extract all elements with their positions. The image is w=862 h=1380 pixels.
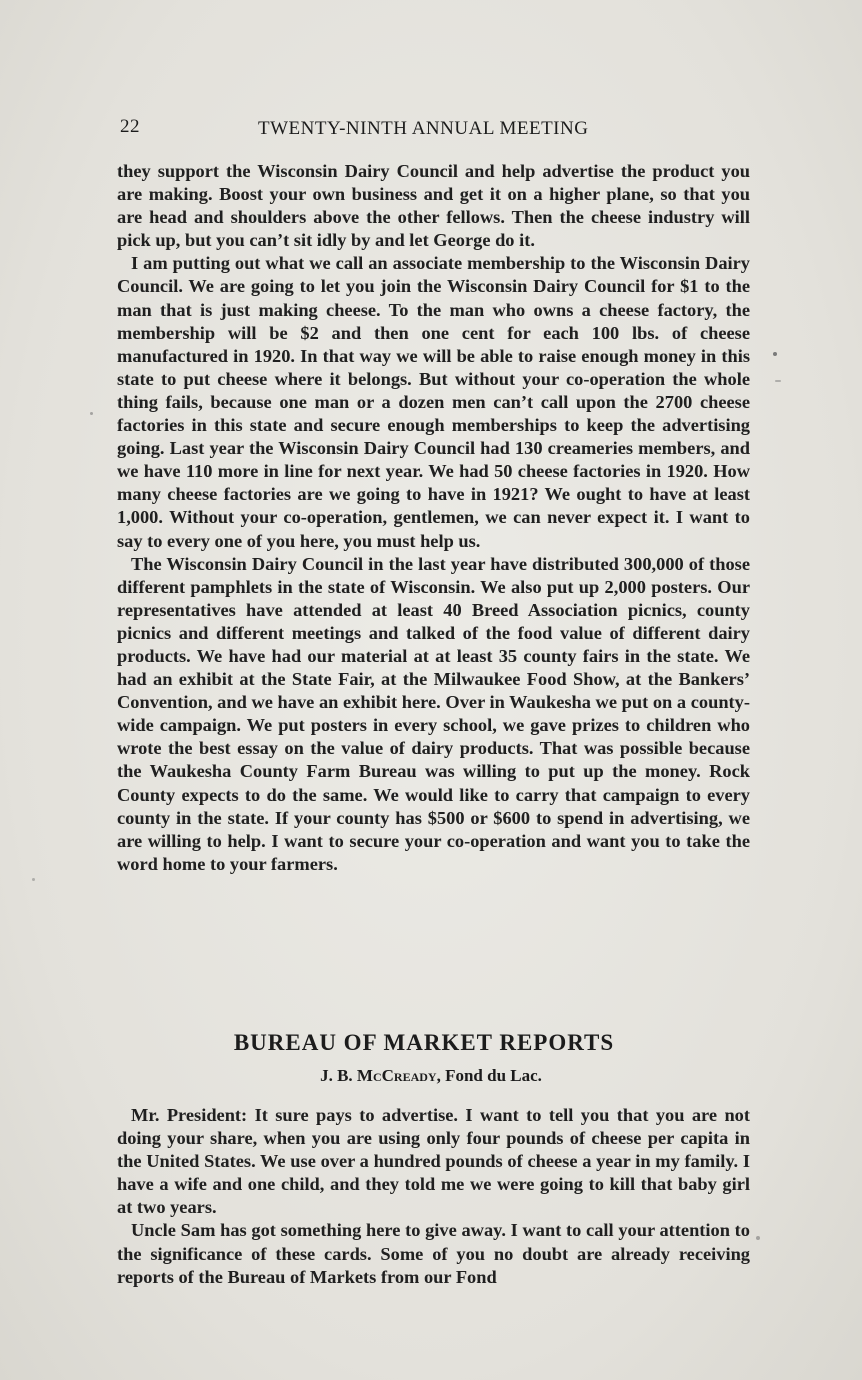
- author-surname: McCready: [356, 1066, 437, 1085]
- scan-speck: [775, 380, 781, 382]
- author-initials: J. B.: [320, 1066, 353, 1085]
- top-text-block: [117, 160, 750, 876]
- bottom-text-block: [117, 1104, 750, 1289]
- running-title: TWENTY-NINTH ANNUAL MEETING: [258, 118, 589, 139]
- scan-speck: [32, 878, 35, 881]
- paragraph: they support the Wisconsin Dairy Council and help advertise the product you are making. Boost your own business and get it on a higher plane, so that you are head and shoulders above the other fellows. Then the cheese industry will pick up, but you can’t sit idly by and let George do it.: [117, 161, 750, 251]
- page-header: [120, 116, 620, 142]
- scan-speck: [90, 412, 93, 415]
- paragraph: The Wisconsin Dairy Council in the last year have distributed 300,000 of those different pamphlets in the state of Wisconsin. We also put up 2,000 posters. Our representatives have attended at least 40 Breed Association picnics, county picnics and different meetings and talked of the food value of different dairy products. We have had our material at at least 35 county fairs in the state. We had an exhibit at the State Fair, at the Milwaukee Food Show, at the Bankers’ Convention, and we have an exhibit here. Over in Waukesha we put on a county-wide campaign. We put posters in every school, we gave prizes to children who wrote the best essay on the value of dairy products. That was possible because the Waukesha County Farm Bureau was willing to put up the money. Rock County expects to do the same. We would like to carry that campaign to every county in the state. If your county has $500 or $600 to spend in advertising, we are willing to help. I want to secure your co-operation and want you to take the word home to your farmers.: [117, 553, 750, 874]
- section-title: [0, 1030, 862, 1056]
- scan-speck: [773, 352, 777, 356]
- paragraph: Uncle Sam has got something here to give away. I want to call your attention to the significance of these cards. Some of you no doubt are already receiving reports of the Bureau of Markets from our Fond: [117, 1220, 750, 1287]
- scan-speck: [756, 1236, 760, 1240]
- paragraph: Mr. President: It sure pays to advertise. I want to tell you that you are not doing your share, when you are using only four pounds of cheese per capita in the United States. We use over a hundred pounds of cheese a year in my family. I have a wife and one child, and they told me we were going to kill that baby girl at two years.: [117, 1105, 750, 1218]
- paragraph: I am putting out what we call an associate membership to the Wisconsin Dairy Council. We are going to let you join the Wisconsin Dairy Council for $1 to the man that is just making cheese. To the man who owns a cheese factory, the membership will be $2 and then one cent for each 100 lbs. of cheese manufactured in 1920. In that way we will be able to raise enough money in this state to put cheese where it belongs. But without your co-operation the whole thing fails, because one man or a dozen men can’t call upon the 2700 cheese factories in this state and secure enough memberships to keep the advertising going. Last year the Wisconsin Dairy Council had 130 creameries members, and we have 110 more in line for next year. We had 50 cheese factories in 1920. How many cheese factories are we going to have in 1921? We ought to have at least 1,000. Without your co-operation, gentlemen, we can never expect it. I want to say to every one of you here, you must help us.: [117, 253, 750, 551]
- byline: [0, 1066, 862, 1086]
- section-title-text: BUREAU OF MARKET REPORTS: [233, 1030, 615, 1055]
- page-number: 22: [120, 116, 140, 137]
- author-place: , Fond du Lac.: [436, 1066, 542, 1085]
